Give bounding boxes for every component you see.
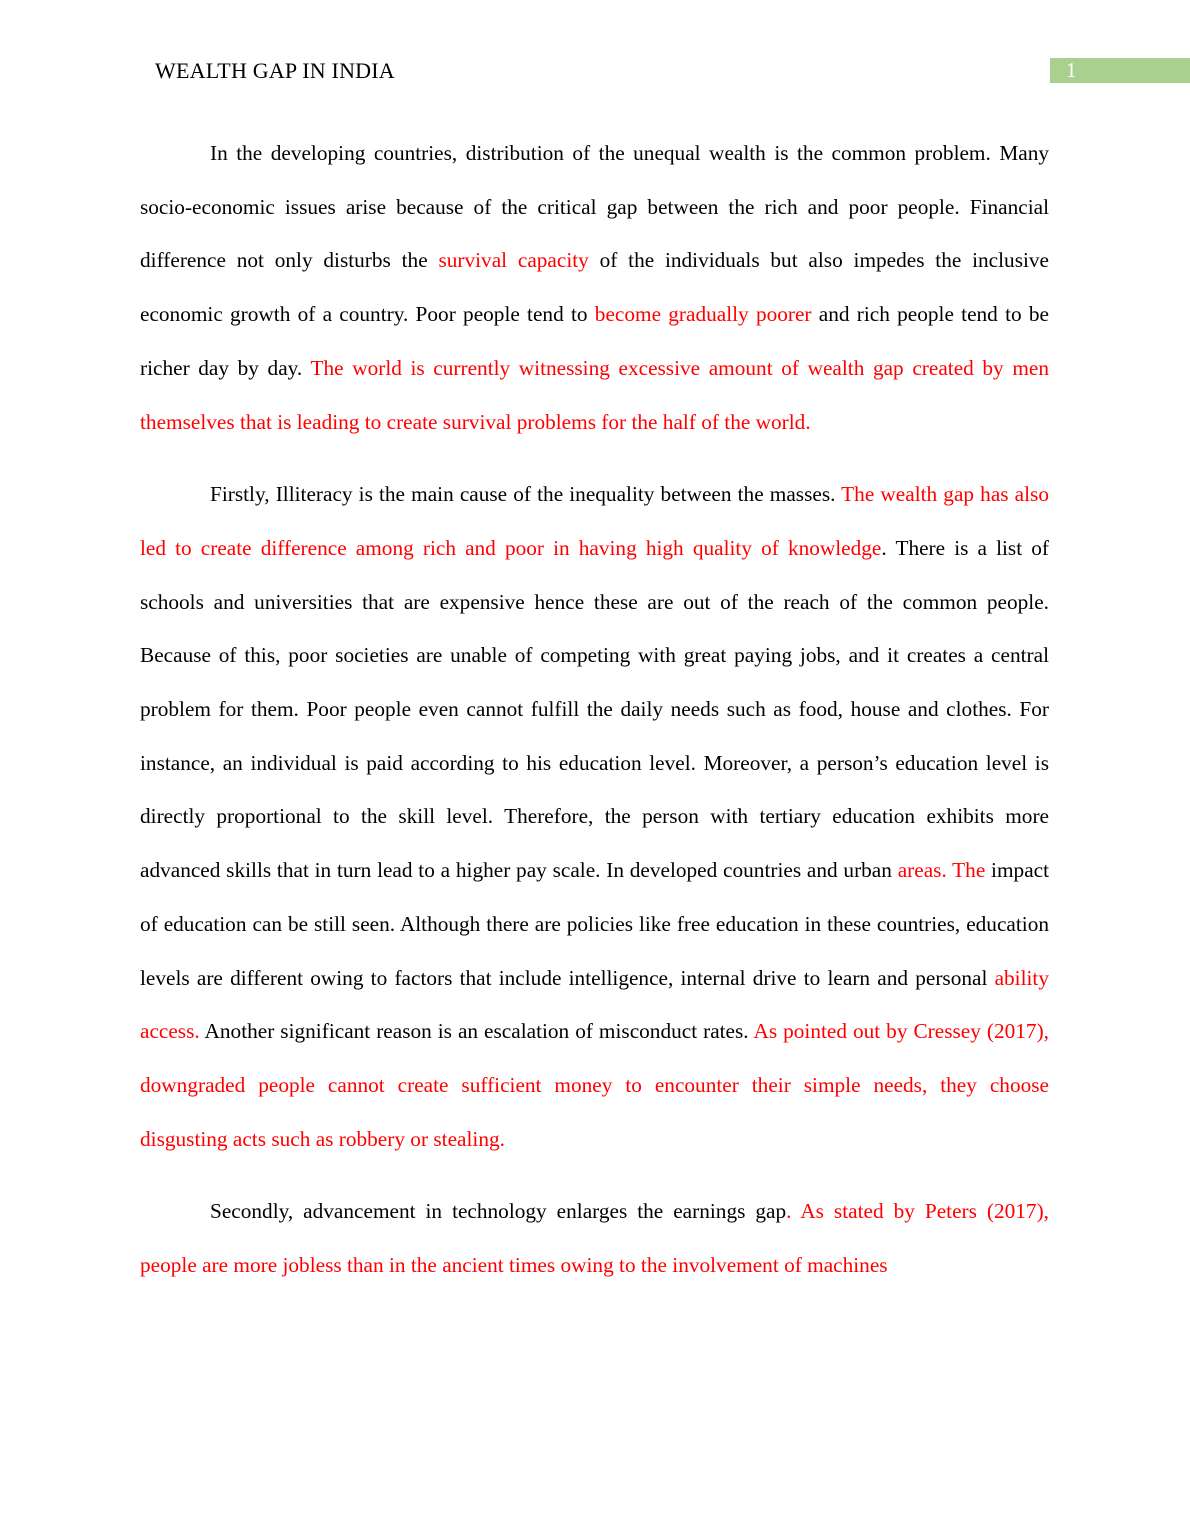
highlighted-segment: The world is currently witnessing excessive amount of wealth gap created by men themselves that is leading to create survival problems for the half of the world.	[140, 355, 1049, 434]
text-segment: Another significant reason is an escalation of misconduct rates.	[199, 1019, 754, 1044]
text-segment: In the developing countries, distribution of the unequal wealth is the common problem. Many socio-economic issues arise because of the critical gap between the rich and poor people. Financial difference not only disturbs the	[140, 141, 1049, 273]
highlighted-segment: survival capacity	[438, 248, 589, 273]
paragraph-1	[140, 127, 1049, 449]
highlighted-segment: . As stated by Peters (2017), people are more jobless than in the ancient times owing to the involvement of machines	[140, 1199, 1049, 1278]
highlighted-segment: The wealth gap has also led to create difference among rich and poor in having high quality of knowledge	[140, 482, 1049, 560]
document-body	[140, 127, 1049, 1312]
highlighted-segment: ability access.	[140, 965, 1049, 1044]
highlighted-segment: become gradually poorer	[594, 302, 812, 327]
highlighted-segment: As pointed out by Cressey (2017), downgraded people cannot create sufficient money to encounter their simple needs, they choose disgusting acts such as robbery or stealing.	[140, 1019, 1049, 1151]
paragraph-3	[140, 1185, 1049, 1292]
text-segment: and rich people tend to be richer day by day.	[140, 302, 1049, 380]
paragraph-2	[140, 468, 1049, 1166]
text-segment: impact of education can be still seen. Although there are policies like free education in these countries, education levels are different owing to factors that include intelligence, internal drive to learn and personal	[140, 858, 1050, 990]
text-segment: Secondly, advancement in technology enlarges the earnings gap	[210, 1199, 787, 1224]
text-segment: of the individuals but also impedes the inclusive economic growth of a country. Poor people tend to	[140, 248, 1050, 327]
page-number-badge	[1050, 58, 1190, 83]
text-segment: . There is a list of schools and universities that are expensive hence these are out of the reach of the common people. Because of this, poor societies are unable of competing with great paying jobs, and it creates a central problem for them. Poor people even cannot fulfill the daily needs such as food, house and clothes. For instance, an individual is paid according to his education level. Moreover, a person’s education level is directly proportional to the skill level. Therefore, the person with tertiary education exhibits more advanced skills that in turn lead to a higher pay scale. In developed countries and urban	[140, 535, 1049, 883]
page-number: 1	[1066, 58, 1077, 82]
running-head-title: WEALTH GAP IN INDIA	[155, 58, 395, 83]
highlighted-segment: areas. The	[897, 858, 986, 883]
text-segment: Firstly, Illiteracy is the main cause of the inequality between the masses.	[210, 482, 842, 507]
